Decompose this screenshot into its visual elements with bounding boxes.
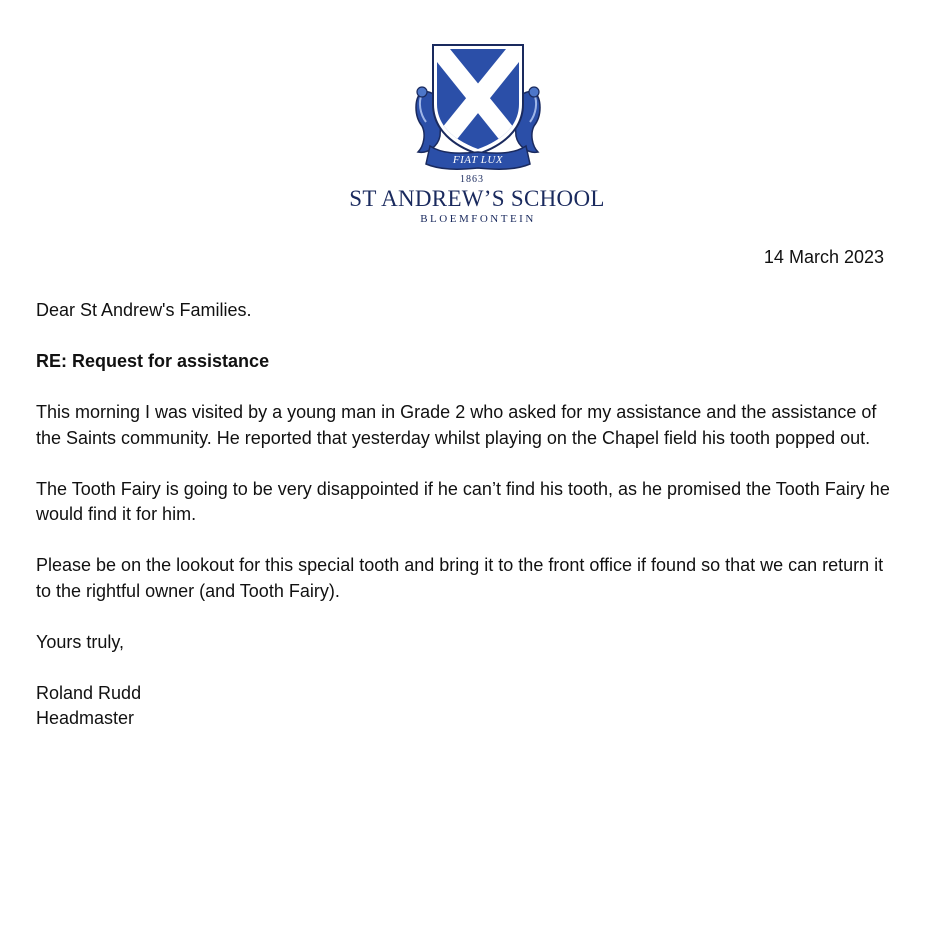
salutation: Dear St Andrew's Families. bbox=[36, 300, 252, 320]
closing: Yours truly, bbox=[36, 631, 125, 652]
paragraph: This morning I was visited by a young man in Grade 2 who asked for my assistance and the assistance of the Saints community. He reported that yesterday whilst playing on the Chapel field his tooth popped out. bbox=[36, 402, 877, 448]
school-crest-icon bbox=[412, 42, 544, 177]
signatory-title: Headmaster bbox=[36, 708, 135, 728]
founding-year: 1863 bbox=[460, 174, 484, 185]
letter-date: 14 March 2023 bbox=[763, 247, 884, 267]
letter-body bbox=[36, 298, 896, 732]
paragraph: The Tooth Fairy is going to be very disappointed if he can’t find his tooth, as he promised the Tooth Fairy he would find it for him. bbox=[36, 478, 890, 524]
motto-text: FIAT LUX bbox=[452, 154, 504, 166]
school-name: ST ANDREW’S SCHOOL bbox=[349, 186, 605, 211]
paragraph: Please be on the lookout for this special tooth and bring it to the front office if found so that we can return it to the rightful owner (and Tooth Fairy). bbox=[36, 555, 884, 601]
subject-line: RE: Request for assistance bbox=[36, 351, 270, 371]
signatory-name: Roland Rudd bbox=[36, 682, 142, 703]
school-city: BLOEMFONTEIN bbox=[420, 213, 536, 225]
